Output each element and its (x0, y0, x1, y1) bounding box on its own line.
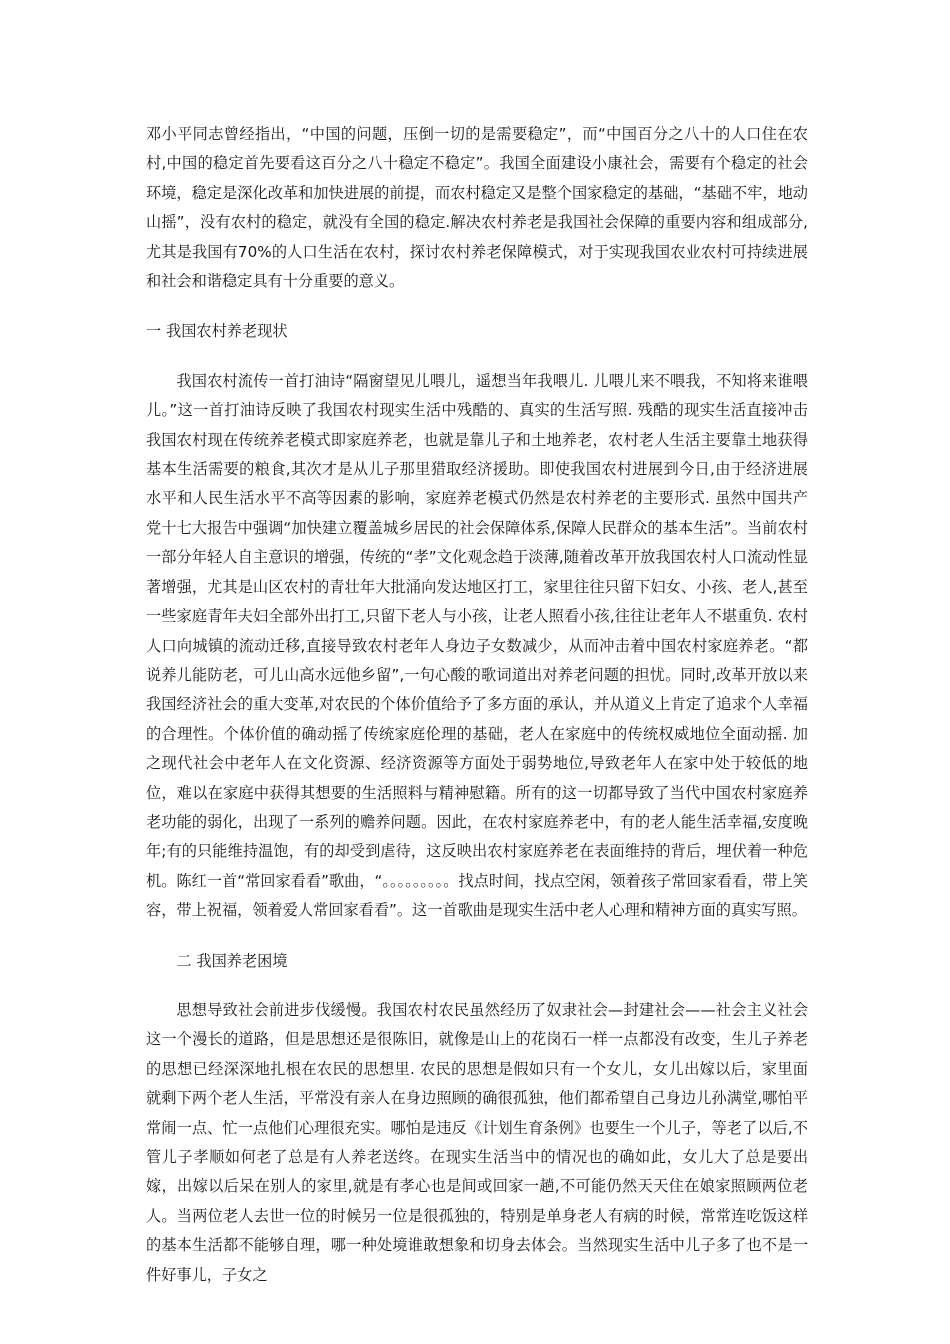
section-1-paragraph: 我国农村流传一首打油诗“隔窗望见儿喂儿，遥想当年我喂儿. 儿喂儿来不喂我，不知将来谁喂儿。”这一首打油诗反映了我国农村现实生活中残酷的、真实的生活写照. 残酷的现实生活直接冲击我国农村现在传统养老模式即家庭养老，也就是靠儿子和土地养老，农村老人生活主要靠土地获得基本生活需要的粮食,其次才是从儿子那里猎取经济援助。即使我国农村进展到今日,由于经济进展水平和人民生活水平不高等因素的影响，家庭养老模式仍然是农村养老的主要形式. 虽然中国共产党十七大报告中强调“加快建立覆盖城乡居民的社会保障体系,保障人民群众的基本生活”。当前农村一部分年轻人自主意识的增强，传统的“孝”文化观念趋于淡薄,随着改革开放我国农村人口流动性显著增强，尤其是山区农村的青壮年大批涌向发达地区打工，家里往往只留下妇女、小孩、老人,甚至一些家庭青年夫妇全部外出打工,只留下老人与小孩，让老人照看小孩,往往让老年人不堪重负. 农村人口向城镇的流动迁移,直接导致农村老年人身边子女数减少，从而冲击着中国农村家庭养老。“都说养儿能防老，可儿山高水远他乡留”,一句心酸的歌词道出对养老问题的担忧。同时,改革开放以来我国经济社会的重大变革,对农民的个体价值给予了多方面的承认，并从道义上肯定了追求个人幸福的合理性。个体价值的确动摇了传统家庭伦理的基础，老人在家庭中的传统权威地位全面动摇. 加之现代社会中老年人在文化资源、经济资源等方面处于弱势地位,导致老年人在家中处于较低的地位，难以在家庭中获得其想要的生活照料与精神慰籍。所有的这一切都导致了当代中国农村家庭养老功能的弱化，出现了一系列的赡养问题。因此，在农村家庭养老中，有的老人能生活幸福,安度晚年;有的只能维持温饱，有的却受到虐待，这反映出农村家庭养老在表面维持的背后，埋伏着一种危机。陈红一首“常回家看看”歌曲，“。。。。。。。。。找点时间，找点空闲，领着孩子常回家看看，带上笑容，带上祝福，领着爱人常回家看看”。这一首歌曲是现实生活中老人心理和精神方面的真实写照。 (146, 371, 808, 920)
section-2-paragraph: 思想导致社会前进步伐缓慢。我国农村农民虽然经历了奴隶社会—封建社会——社会主义社会这一个漫长的道路，但是思想还是很陈旧，就像是山上的花岗石一样一点都没有改变，生儿子养老的思想已经深深地扎根在农民的思想里. 农民的思想是假如只有一个女儿，女儿出嫁以后，家里面就剩下两个老人生活，平常没有亲人在身边照顾的确很孤独，他们都希望自己身边儿孙满堂,哪怕平常闹一点、忙一点他们心理很充实。哪怕是违反《计划生育条例》也要生一个儿子，等老了以后,不管儿子孝顺如何老了总是有人养老送终。在现实生活当中的情况也的确如此，女儿大了总是要出嫁，出嫁以后呆在别人的家里,就是有孝心也是间或回家一趟,不可能仍然天天住在娘家照顾两位老人。当两位老人去世一位的时候另一位是很孤独的，特别是单身老人有病的时候，常常连吃饭这样的基本生活都不能够自理，哪一种处境谁敢想象和切身去体会。当然现实生活中儿子多了也不是一件好事儿，子女之 (146, 1000, 808, 1284)
document-body (146, 120, 808, 1290)
spacer (146, 976, 808, 996)
intro-paragraph: 邓小平同志曾经指出，“中国的问题，压倒一切的是需要稳定”，而“中国百分之八十的人口住在农村,中国的稳定首先要看这百分之八十稳定不稳定”。我国全面建设小康社会，需要有个稳定的社会环境，稳定是深化改革和加快进展的前提，而农村稳定又是整个国家稳定的基础，“基础不牢，地动山摇”，没有农村的稳定，就没有全国的稳定.解决农村养老是我国社会保障的重要内容和组成部分,尤其是我国有70%的人口生活在农村，探讨农村养老保障模式，对于实现我国农业农村可持续进展和社会和谐稳定具有十分重要的意义。 (146, 125, 808, 291)
section-2-heading: 二 我国养老困境 (176, 951, 288, 970)
section-1-heading: 一 我国农村养老现状 (146, 322, 288, 341)
spacer (146, 347, 808, 367)
spacer (146, 296, 808, 317)
spacer (146, 926, 808, 947)
